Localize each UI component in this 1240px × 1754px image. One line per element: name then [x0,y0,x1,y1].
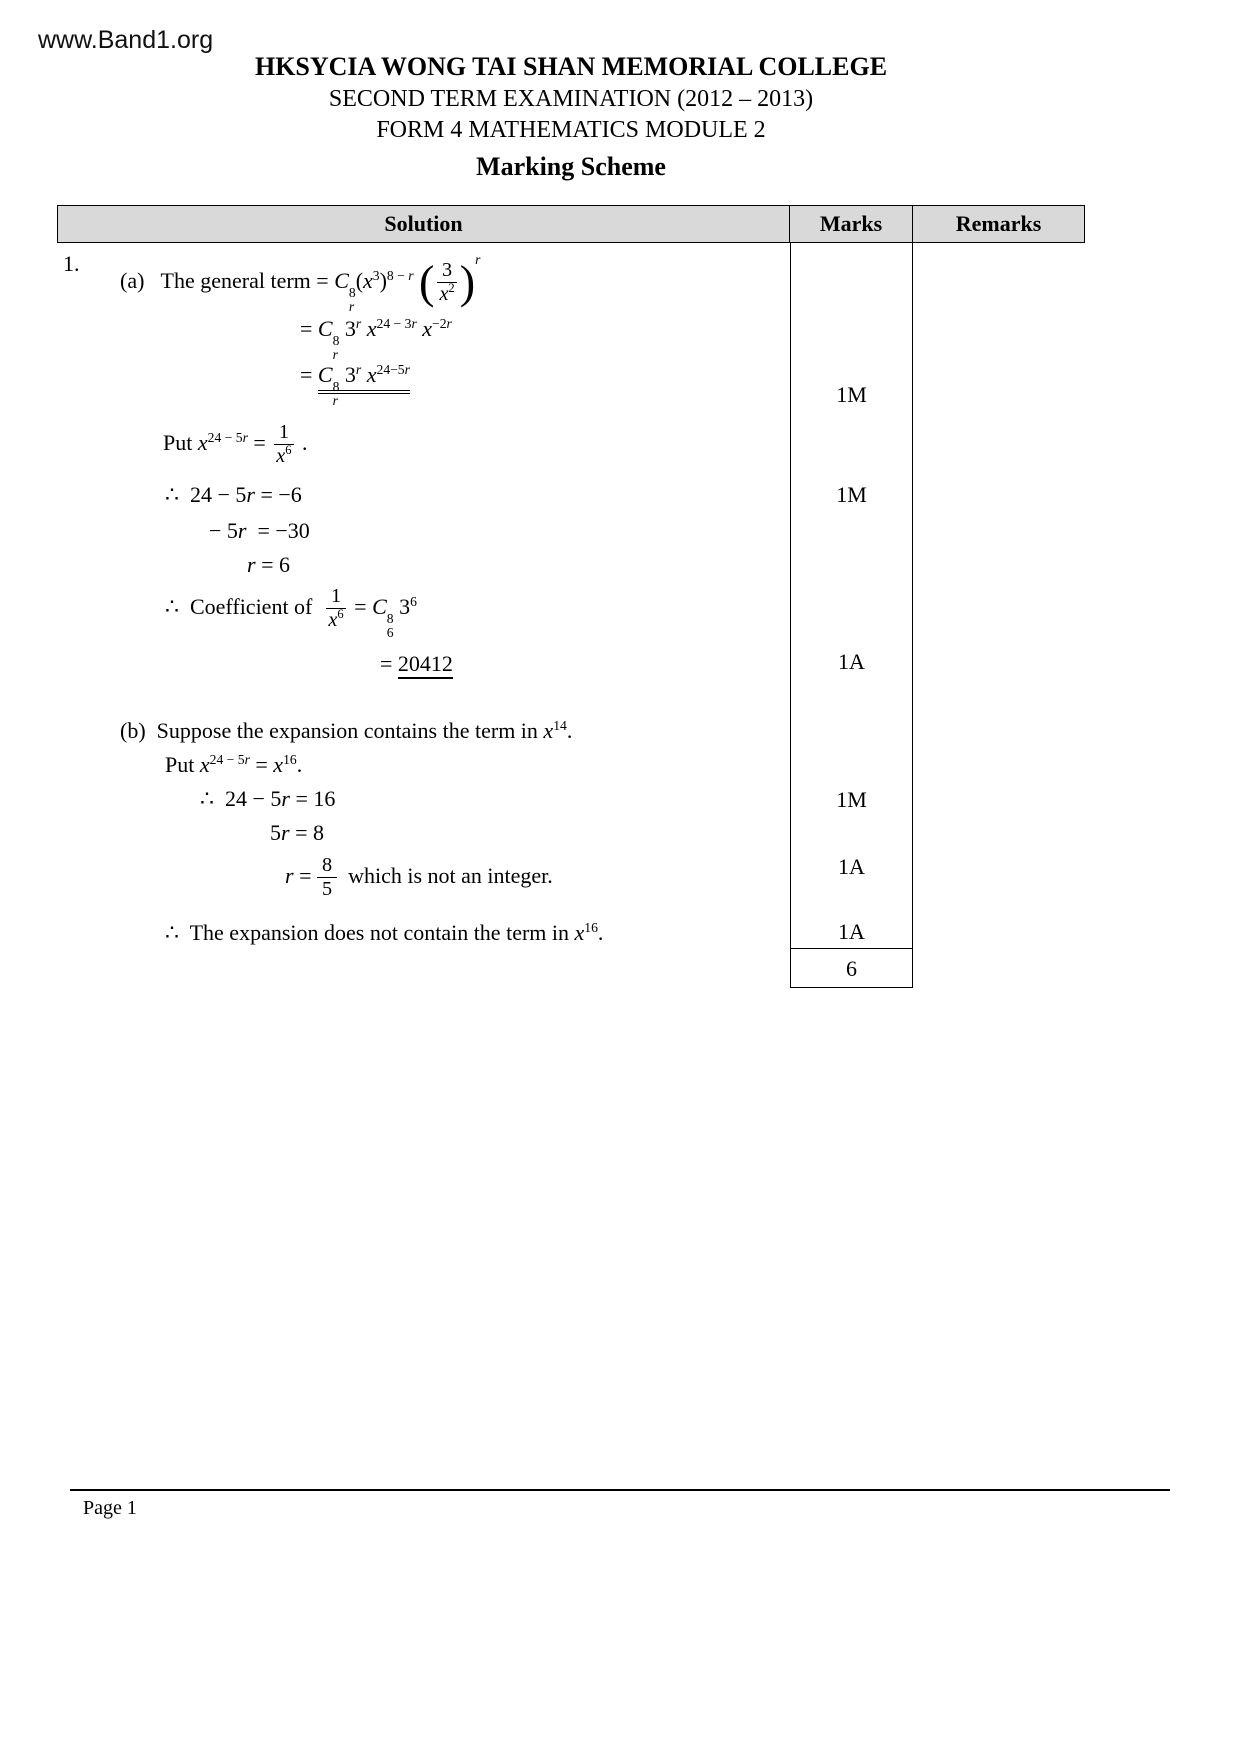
exam-title: SECOND TERM EXAMINATION (2012 – 2013) [328,86,814,112]
doc-type-title: Marking Scheme [476,152,666,181]
table-body [57,243,1085,988]
solution-line-a-answer: = 20412 [380,650,453,678]
marks-column [790,243,913,988]
solution-line-a-equation: ∴ 24 − 5r = −6 [165,482,302,507]
table-header-row [57,205,1085,243]
col-header-solution: Solution [58,206,790,242]
subject-title: FORM 4 MATHEMATICS MODULE 2 [376,117,766,143]
watermark-url: www.Band1.org [38,26,214,54]
footer-divider [70,1489,1170,1491]
total-marks-value: 6 [846,955,857,981]
marking-table [57,205,1085,988]
mark-label: 1M [836,787,867,812]
col-header-marks: Marks [790,206,913,242]
solution-line-a-expand-1: = C 8 r 3$^r$ $x^{24 - 3r}$ $x^{-2r}$ [300,316,452,363]
solution-line-a-expand-2: = C 8 r 3$^r$ $x^{24-5r}$ [300,362,410,409]
mark-label: 1M [836,382,867,407]
question-number: 1. [63,251,80,276]
solution-line-a-step: − 5r = −30 [209,518,310,543]
total-marks-row [791,948,912,988]
solution-line-a-coefficient: ∴ Coefficient of $\frac{1}{x^6}$ = C 8 6 $3^6$ [165,585,417,641]
mark-label: 1A [838,649,865,674]
solution-line-a-r-value: r = 6 [247,552,290,577]
solution-line-b-suppose: (b) Suppose the expansion contains the term in $x^{14}$. [120,718,573,743]
solution-line-a-general-term: (a) The general term = C 8 r $(x^3)^{8 - r}$ ( $\frac{3}{x^2}$ )$^r$ [120,252,481,315]
solution-line-b-step: 5r = 8 [270,820,324,845]
col-header-remarks: Remarks [955,211,1042,236]
college-title: HKSYCIA WONG TAI SHAN MEMORIAL COLLEGE [254,52,888,81]
solution-line-b-r-value: r = $\frac{8}{5}$ which is not an integer. [285,854,553,901]
mark-label: 1A [838,919,865,944]
document-header [57,52,1085,182]
solution-line-b-conclusion: ∴ The expansion does not contain the term in $x^{16}$. [165,920,604,945]
mark-label: 1A [838,854,865,879]
page-number: Page 1 [83,1497,137,1519]
mark-label: 1M [836,482,867,507]
solution-line-a-put: Put $x^{24 - 5r}$ = $\frac{1}{x^6}$ . [163,421,308,468]
solution-line-b-equation: ∴ 24 − 5r = 16 [200,786,336,811]
solution-line-b-put: Put $x^{24 - 5r} = x^{16}$. [165,752,303,777]
